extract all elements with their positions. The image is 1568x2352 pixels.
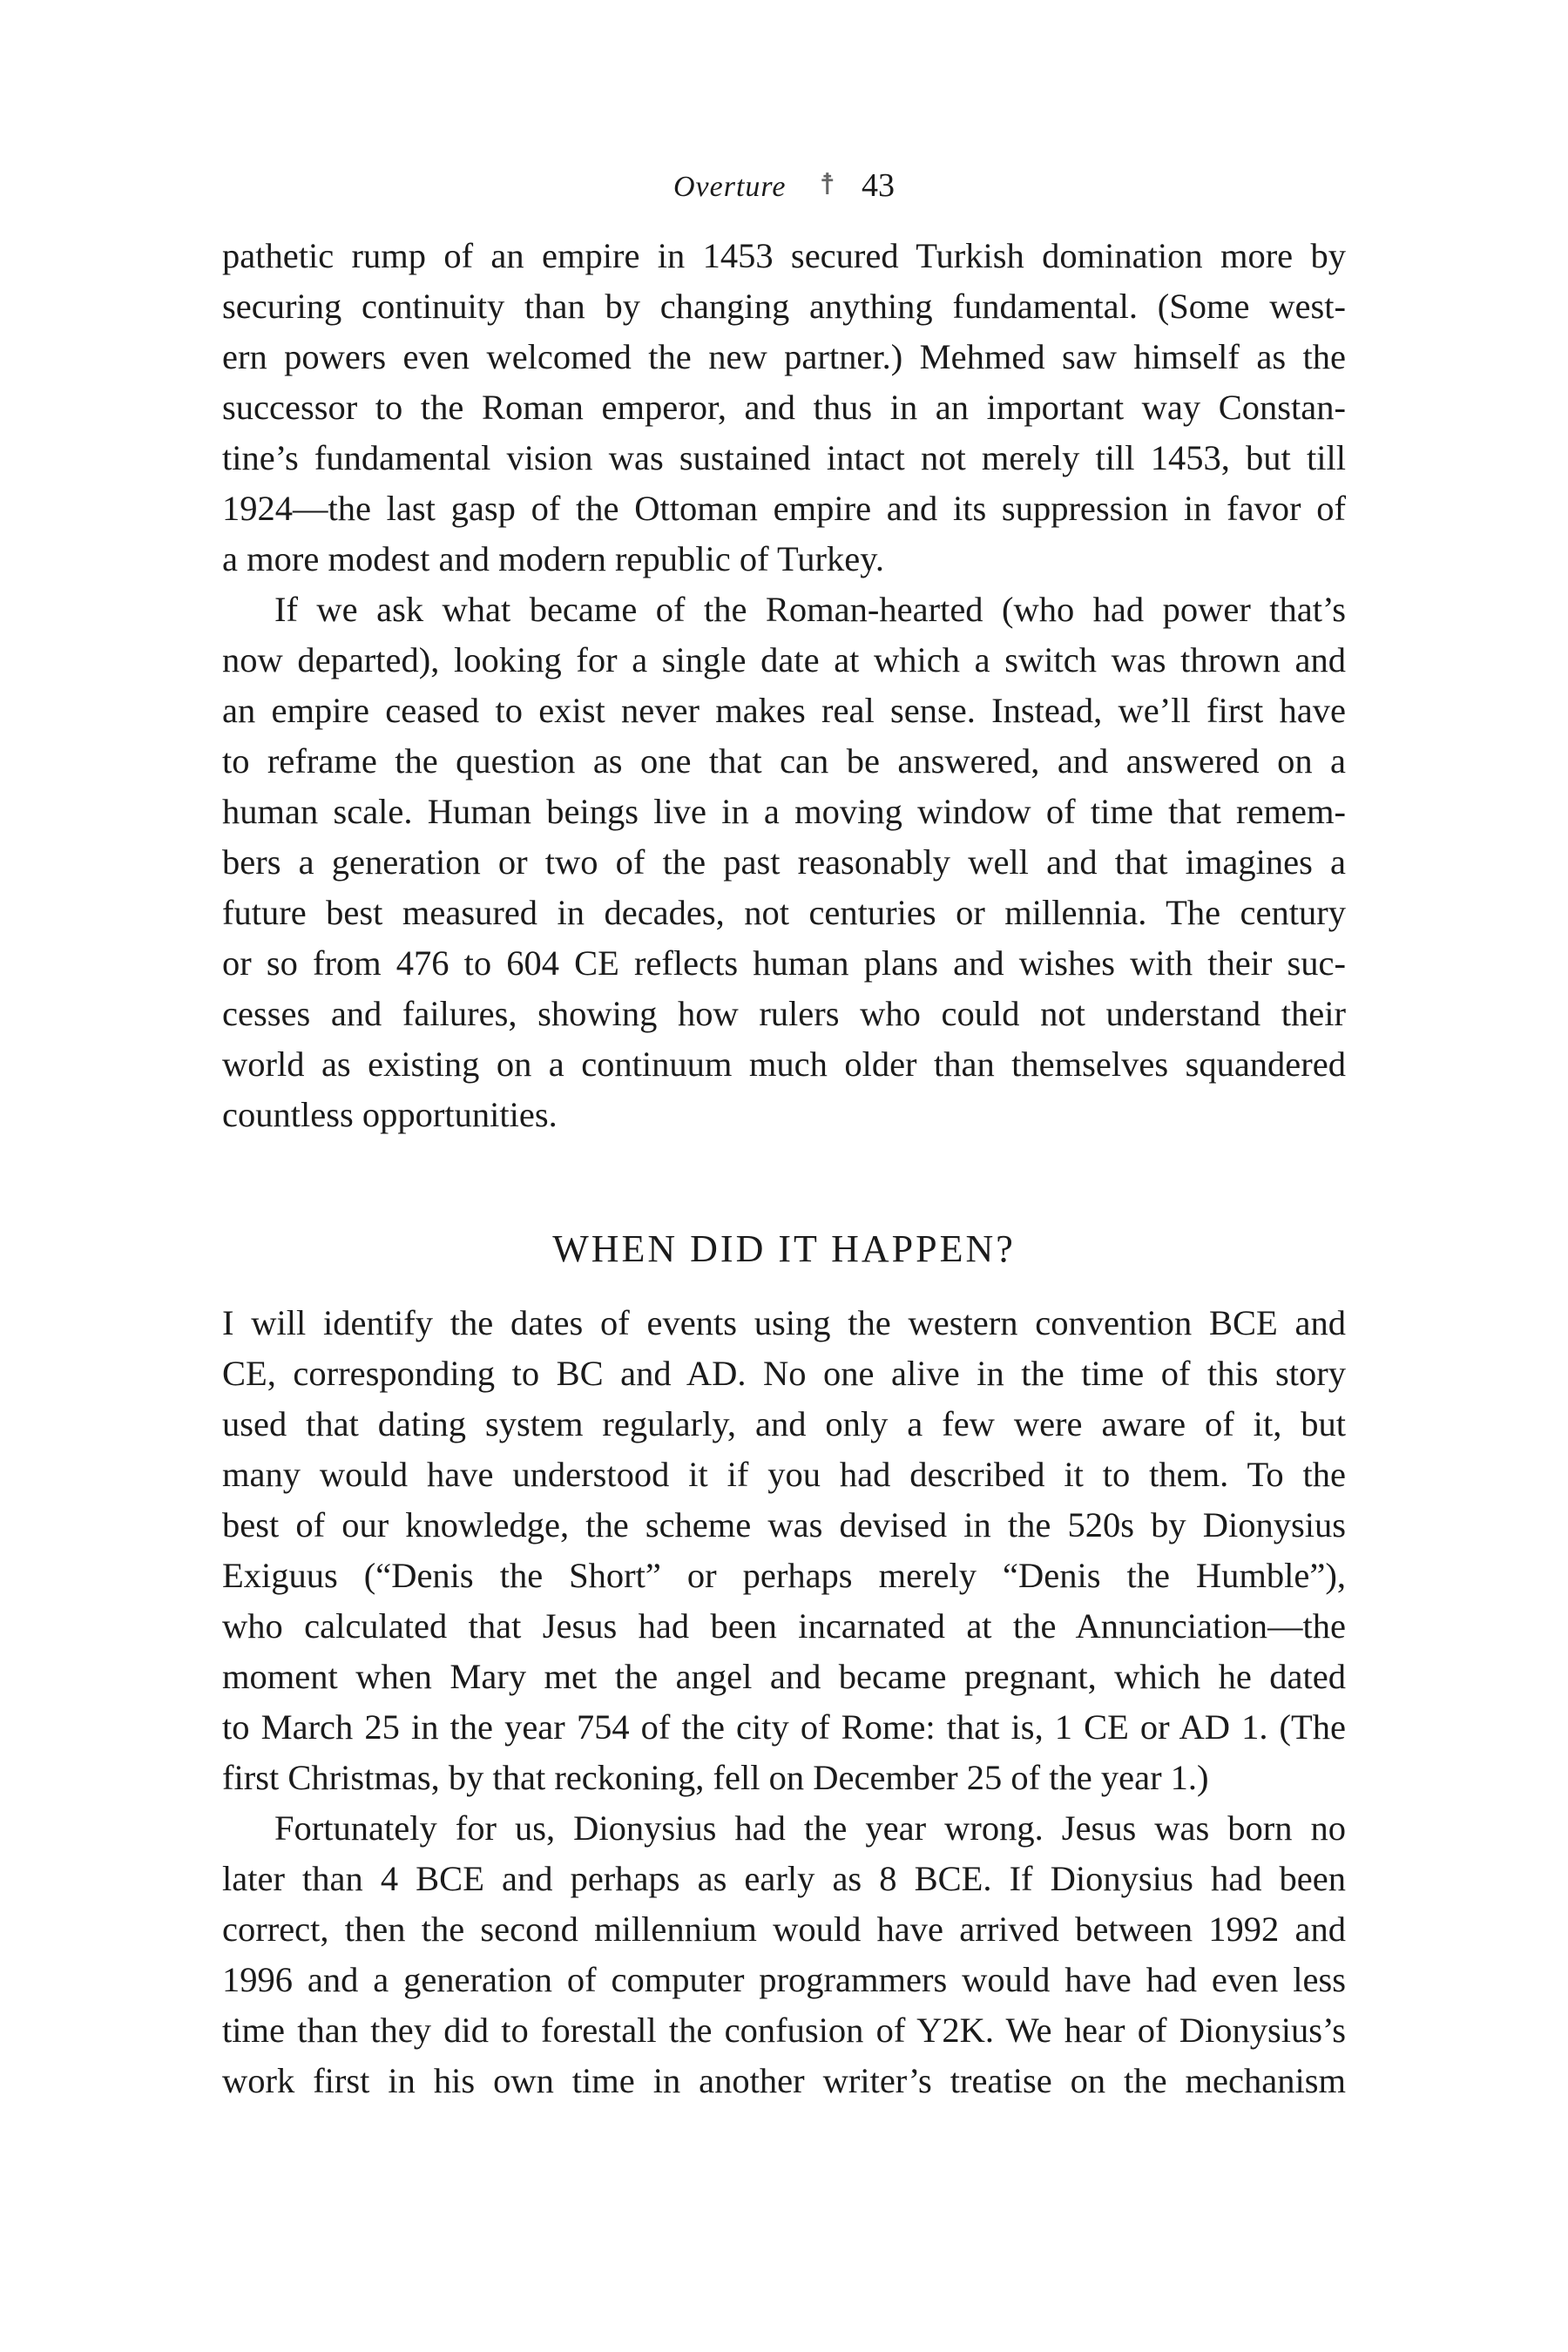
text-line: future best measured in decades, not centuries or millennia. The century: [222, 893, 1346, 932]
text-line: world as existing on a continuum much older than themselves squandered: [222, 1044, 1346, 1084]
text-line: 1924—the last gasp of the Ottoman empire and its suppression in favor of: [222, 489, 1346, 528]
text-line: Fortunately for us, Dionysius had the year wrong. Jesus was born no: [274, 1808, 1346, 1848]
text-line: used that dating system regularly, and only a few were aware of it, but: [222, 1404, 1346, 1443]
cross-ornament-icon: ☨: [819, 169, 835, 201]
text-line: best of our knowledge, the scheme was devised in the 520s by Dionysius: [222, 1505, 1346, 1544]
text-line: successor to the Roman emperor, and thus in an important way Constan-: [222, 388, 1346, 427]
text-line: correct, then the second millennium would have arrived between 1992 and: [222, 1909, 1346, 1949]
text-line: I will identify the dates of events using the western convention BCE and: [222, 1303, 1346, 1342]
text-line: human scale. Human beings live in a moving window of time that remem-: [222, 792, 1346, 831]
text-line: pathetic rump of an empire in 1453 secured Turkish domination more by: [222, 236, 1346, 275]
section-heading: WHEN DID IT HAPPEN?: [552, 1227, 1016, 1270]
section-body: [222, 1298, 1346, 2106]
text-line: to March 25 in the year 754 of the city of Rome: that is, 1 CE or AD 1. (The: [222, 1707, 1346, 1747]
text-line: or so from 476 to 604 CE reflects human plans and wishes with their suc-: [222, 943, 1346, 983]
text-line: work first in his own time in another writer’s treatise on the mechanism: [222, 2061, 1346, 2100]
text-line: bers a generation or two of the past reasonably well and that imagines a: [222, 842, 1346, 882]
text-line: who calculated that Jesus had been incarnated at the Annunciation—the: [222, 1606, 1346, 1646]
text-line: securing continuity than by changing anything fundamental. (Some west-: [222, 287, 1346, 326]
text-line: CE, corresponding to BC and AD. No one alive in the time of this story: [222, 1354, 1346, 1393]
text-line: an empire ceased to exist never makes real sense. Instead, we’ll first have: [222, 691, 1346, 730]
text-line: Exiguus (“Denis the Short” or perhaps merely “Denis the Humble”),: [222, 1556, 1346, 1595]
text-line: a more modest and modern republic of Turkey.: [222, 539, 884, 578]
text-line: cesses and failures, showing how rulers who could not understand their: [222, 994, 1346, 1033]
text-line: later than 4 BCE and perhaps as early as 8 BCE. If Dionysius had been: [222, 1859, 1346, 1898]
text-line: first Christmas, by that reckoning, fell on December 25 of the year 1.): [222, 1758, 1209, 1797]
page-number: 43: [862, 167, 895, 204]
paragraph-continued: [222, 231, 1346, 1140]
text-line: ern powers even welcomed the new partner.) Mehmed saw himself as the: [222, 337, 1346, 376]
text-line: moment when Mary met the angel and became pregnant, which he dated: [222, 1657, 1346, 1696]
text-line: time than they did to forestall the confusion of Y2K. We hear of Dionysius’s: [222, 2011, 1346, 2050]
text-line: now departed), looking for a single date at which a switch was thrown and: [222, 640, 1346, 679]
text-line: If we ask what became of the Roman-hearted (who had power that’s: [274, 590, 1346, 629]
text-line: many would have understood it if you had described it to them. To the: [222, 1455, 1346, 1494]
text-line: tine’s fundamental vision was sustained intact not merely till 1453, but till: [222, 438, 1346, 477]
text-line: 1996 and a generation of computer programmers would have had even less: [222, 1960, 1346, 1999]
running-header-title: Overture: [672, 171, 787, 203]
text-line: countless opportunities.: [222, 1095, 558, 1134]
text-line: to reframe the question as one that can be answered, and answered on a: [222, 741, 1346, 781]
running-header: [0, 164, 1568, 209]
